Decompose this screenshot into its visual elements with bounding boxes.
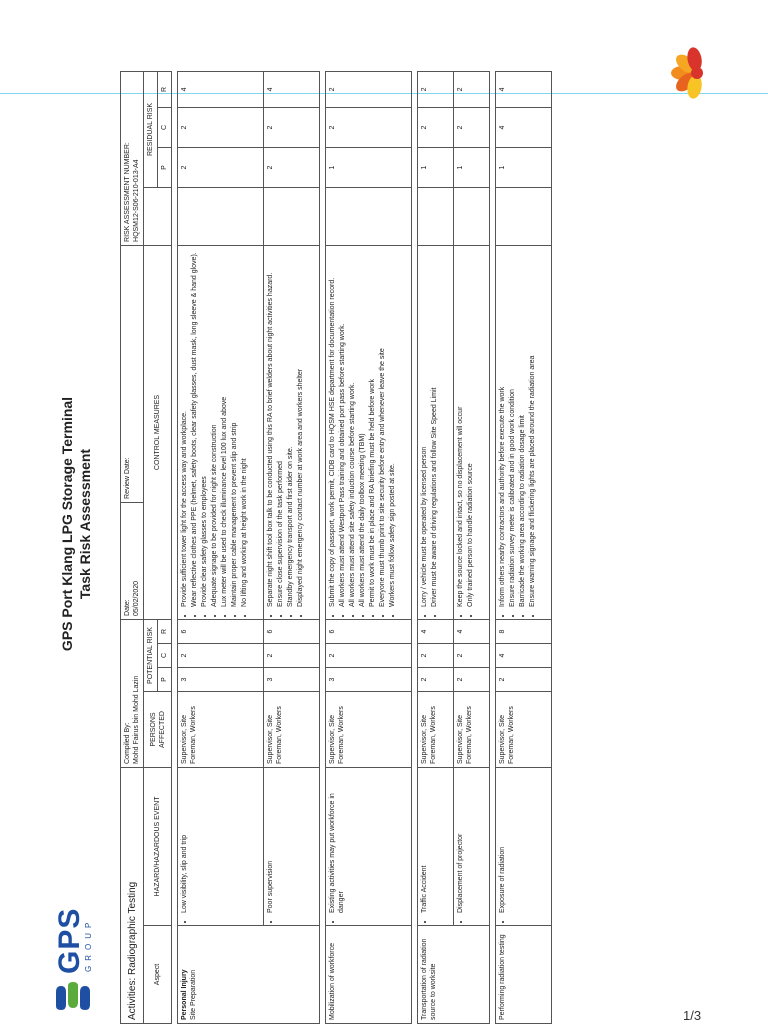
potential-r-cell: 4 bbox=[418, 619, 454, 643]
col-potential-p: P bbox=[158, 668, 172, 692]
control-measure-item: • Ensure radiation survey meter is calibrated and in good work condition bbox=[508, 249, 517, 607]
potential-p-cell: 2 bbox=[496, 668, 552, 692]
aspect-title: Personal Injury bbox=[181, 969, 188, 1020]
control-measure-item: • Separate night shift tool box talk to be conducted using this RA to brief welders about night activities hazard. bbox=[266, 249, 275, 607]
risk-rows bbox=[178, 71, 552, 1023]
control-measure-item: • Permit to work must be in place and RA briefing must be held before work bbox=[368, 249, 377, 607]
potential-c-cell: 2 bbox=[264, 644, 320, 668]
page-number: 1/3 bbox=[683, 1008, 702, 1023]
col-potential-r: R bbox=[158, 619, 172, 643]
control-measure-item: • Ensure close supervision of the task performed bbox=[276, 249, 285, 607]
petronas-flower-logo-icon bbox=[670, 46, 722, 100]
persons-affected-cell: Supervisor, Site Foreman, Workers bbox=[326, 692, 412, 768]
residual-r-cell: 2 bbox=[418, 71, 454, 107]
table-row bbox=[496, 71, 552, 1023]
residual-c-cell: 2 bbox=[264, 107, 320, 147]
potential-r-cell: 8 bbox=[496, 619, 552, 643]
hazard-cell bbox=[326, 768, 412, 926]
hazard-cell bbox=[496, 768, 552, 926]
control-measures-cell bbox=[454, 245, 490, 619]
hazard-text: • Displacement of projector bbox=[456, 771, 465, 913]
control-measure-item: • Keep the source locked and intact, so no displacement will occur bbox=[456, 249, 465, 607]
control-measure-item: • Provide clear safety glasses to employees bbox=[200, 249, 209, 607]
residual-p-cell: 1 bbox=[454, 147, 490, 187]
hazard-cell bbox=[178, 768, 264, 926]
residual-r-cell: 4 bbox=[178, 71, 264, 107]
col-potential-c: C bbox=[158, 644, 172, 668]
residual-r-cell: 2 bbox=[326, 71, 412, 107]
col-residual-r: R bbox=[158, 71, 172, 107]
hazard-text: • Traffic Accident bbox=[420, 771, 429, 913]
table-row bbox=[326, 71, 412, 1023]
activities-cell: Activities: Radiographic Testing bbox=[121, 768, 144, 1024]
residual-c-cell: 2 bbox=[178, 107, 264, 147]
control-measures-cell bbox=[326, 245, 412, 619]
col-control: CONTROL MEASURES bbox=[144, 245, 172, 619]
potential-c-cell: 2 bbox=[454, 644, 490, 668]
residual-c-cell: 2 bbox=[454, 107, 490, 147]
hazard-cell bbox=[264, 768, 320, 926]
col-spacer bbox=[144, 187, 172, 245]
control-measure-item: • Submit the copy of passport, work permit, CIDB card to HQSM HSE department for documentation record. bbox=[328, 249, 337, 607]
residual-p-cell: 2 bbox=[264, 147, 320, 187]
hazard-cell bbox=[454, 768, 490, 926]
col-aspect: Aspect bbox=[144, 926, 172, 1024]
hazard-text: • Existing activities may put workforce in danger bbox=[328, 771, 346, 913]
aspect-subtitle: Transportation of radiation source to worksite bbox=[421, 938, 437, 1020]
residual-spacer-cell bbox=[454, 187, 490, 245]
control-measure-item: • All workers must attend the daily toolbox meeting (TBM) bbox=[358, 249, 367, 607]
control-measure-item: • Displayed night emergency contact number at work area and workers shelter bbox=[296, 249, 305, 607]
persons-affected-cell: Supervisor, Site Foreman, Workers bbox=[496, 692, 552, 768]
control-measure-item: • Driver must be aware of driving regulations and follow Site Speed Limit bbox=[430, 249, 439, 607]
table-row bbox=[454, 71, 490, 1023]
risk-number-label: RISK ASSESSMENT NUMBER: bbox=[124, 142, 131, 242]
persons-affected-cell: Supervisor, Site Foreman, Workers bbox=[454, 692, 490, 768]
col-potential-risk: POTENTIAL RISK bbox=[144, 619, 158, 691]
date-label: Date: bbox=[124, 599, 131, 616]
control-measure-item: • Ensure warning signage and flickering lights are placed around the radiation area bbox=[528, 249, 537, 607]
date-review-cell bbox=[121, 245, 144, 619]
residual-p-cell: 1 bbox=[326, 147, 412, 187]
potential-p-cell: 2 bbox=[454, 668, 490, 692]
potential-c-cell: 2 bbox=[178, 644, 264, 668]
control-measure-item: • Everyone must thumb print to site security before entry and whenever leave the site bbox=[378, 249, 387, 607]
aspect-subtitle: Performing radiation testing bbox=[499, 934, 506, 1020]
table-row bbox=[178, 71, 264, 1023]
potential-p-cell: 3 bbox=[326, 668, 412, 692]
potential-p-cell: 2 bbox=[418, 668, 454, 692]
col-residual-risk: RESIDUAL RISK bbox=[144, 71, 158, 187]
col-hazard: HAZARD/HAZARDOUS EVENT bbox=[144, 768, 172, 926]
title-line-1: GPS Port Klang LPG Storage Terminal bbox=[59, 396, 75, 652]
date-block bbox=[121, 502, 143, 619]
potential-c-cell: 4 bbox=[496, 644, 552, 668]
title-line-2: Task Risk Assessment bbox=[77, 448, 93, 600]
table-row bbox=[418, 71, 454, 1023]
potential-c-cell: 2 bbox=[326, 644, 412, 668]
potential-r-cell: 4 bbox=[454, 619, 490, 643]
gps-group-logo bbox=[48, 862, 100, 1012]
hazard-text: • Poor supervision bbox=[266, 771, 275, 913]
residual-r-cell: 4 bbox=[264, 71, 320, 107]
control-measure-item: • Only trained person to handle radiation source bbox=[466, 249, 475, 607]
potential-r-cell: 6 bbox=[326, 619, 412, 643]
residual-spacer-cell bbox=[264, 187, 320, 245]
potential-r-cell: 6 bbox=[178, 619, 264, 643]
persons-affected-cell: Supervisor, Site Foreman, Workers bbox=[418, 692, 454, 768]
control-measure-item: • All workers must attend Westport Pass training and obtained port pass before starting work. bbox=[338, 249, 347, 607]
control-measure-item: • Workers must follow safety sign posted at site. bbox=[388, 249, 397, 607]
control-measure-item: • Lux meter will be used to check illuminance level 100 lux and above bbox=[220, 249, 229, 607]
hazard-text: • Low visibility, slip and trip bbox=[180, 771, 189, 913]
residual-c-cell: 2 bbox=[418, 107, 454, 147]
hazard-text: • Exposure of radiation bbox=[498, 771, 507, 913]
potential-c-cell: 2 bbox=[418, 644, 454, 668]
hazard-cell bbox=[418, 768, 454, 926]
compiled-by-value: Mohd Fairus bin Mohd Lazin bbox=[133, 675, 140, 764]
control-measure-item: • Inform others nearby contractors and authority before execute the work bbox=[498, 249, 507, 607]
aspect-subtitle: Site Preparation bbox=[190, 969, 197, 1020]
aspect-cell bbox=[178, 926, 320, 1024]
residual-c-cell: 2 bbox=[326, 107, 412, 147]
column-header-row bbox=[144, 71, 158, 1023]
control-measure-item: • Wear reflective clothes and PPE (helmet, safety boots, clear safety glasses, dust mask, long sleeve & hand glove). bbox=[190, 249, 199, 607]
review-date-block bbox=[121, 454, 143, 502]
potential-p-cell: 3 bbox=[178, 668, 264, 692]
control-measure-item: • Adequate signage to be provided for night site construction bbox=[210, 249, 219, 607]
compiled-by-label: Compiled By: bbox=[124, 722, 131, 764]
residual-p-cell: 1 bbox=[418, 147, 454, 187]
control-measure-item: • Barricade the working area according to radiation dosage limit bbox=[518, 249, 527, 607]
control-measure-item: • Provide sufficient tower light for the access way and workplace. bbox=[180, 249, 189, 607]
gps-logo-mark-icon bbox=[54, 980, 94, 1012]
residual-r-cell: 4 bbox=[496, 71, 552, 107]
control-measure-item: • No lifting and working at height work in the night bbox=[240, 249, 249, 607]
residual-r-cell: 2 bbox=[454, 71, 490, 107]
logo-word: GPS bbox=[53, 907, 86, 974]
date-value: 05/02/2020 bbox=[133, 580, 140, 616]
col-persons: PERSONS AFFECTED bbox=[144, 692, 172, 768]
risk-number-cell bbox=[121, 71, 144, 245]
potential-p-cell: 3 bbox=[264, 668, 320, 692]
control-measure-item: • All workers must attend site safety induction course before starting work. bbox=[348, 249, 357, 607]
persons-affected-cell: Supervisor, Site Foreman, Workers bbox=[264, 692, 320, 768]
aspect-cell bbox=[496, 926, 552, 1024]
potential-r-cell: 6 bbox=[264, 619, 320, 643]
control-measures-cell bbox=[496, 245, 552, 619]
control-measures-cell bbox=[178, 245, 264, 619]
control-measures-cell bbox=[418, 245, 454, 619]
residual-spacer-cell bbox=[418, 187, 454, 245]
residual-spacer-cell bbox=[496, 187, 552, 245]
persons-affected-cell: Supervisor, Site Foreman, Workers bbox=[178, 692, 264, 768]
residual-c-cell: 4 bbox=[496, 107, 552, 147]
review-date-label: Review Date: bbox=[124, 457, 131, 499]
document-title bbox=[58, 324, 94, 724]
control-measure-item: • Lorry / vehicle must be operated by licensed person bbox=[420, 249, 429, 607]
residual-p-cell: 1 bbox=[496, 147, 552, 187]
col-residual-p: P bbox=[158, 147, 172, 187]
aspect-subtitle: Mobilization of workforce bbox=[329, 942, 336, 1020]
control-measures-cell bbox=[264, 245, 320, 619]
aspect-cell bbox=[326, 926, 412, 1024]
col-residual-c: C bbox=[158, 107, 172, 147]
residual-spacer-cell bbox=[178, 187, 264, 245]
compiled-by-cell bbox=[121, 619, 144, 767]
control-measure-item: • Standby emergency transport and first aider on site. bbox=[286, 249, 295, 607]
residual-p-cell: 2 bbox=[178, 147, 264, 187]
aspect-cell bbox=[418, 926, 490, 1024]
logo-sub: GROUP bbox=[84, 917, 93, 972]
risk-number-value: HQSM12-S06-210-013-A4 bbox=[133, 159, 140, 242]
residual-spacer-cell bbox=[326, 187, 412, 245]
risk-assessment-table bbox=[120, 71, 552, 1024]
control-measure-item: • Maintain proper cable management to prevent slip and strip bbox=[230, 249, 239, 607]
table-row bbox=[264, 71, 320, 1023]
